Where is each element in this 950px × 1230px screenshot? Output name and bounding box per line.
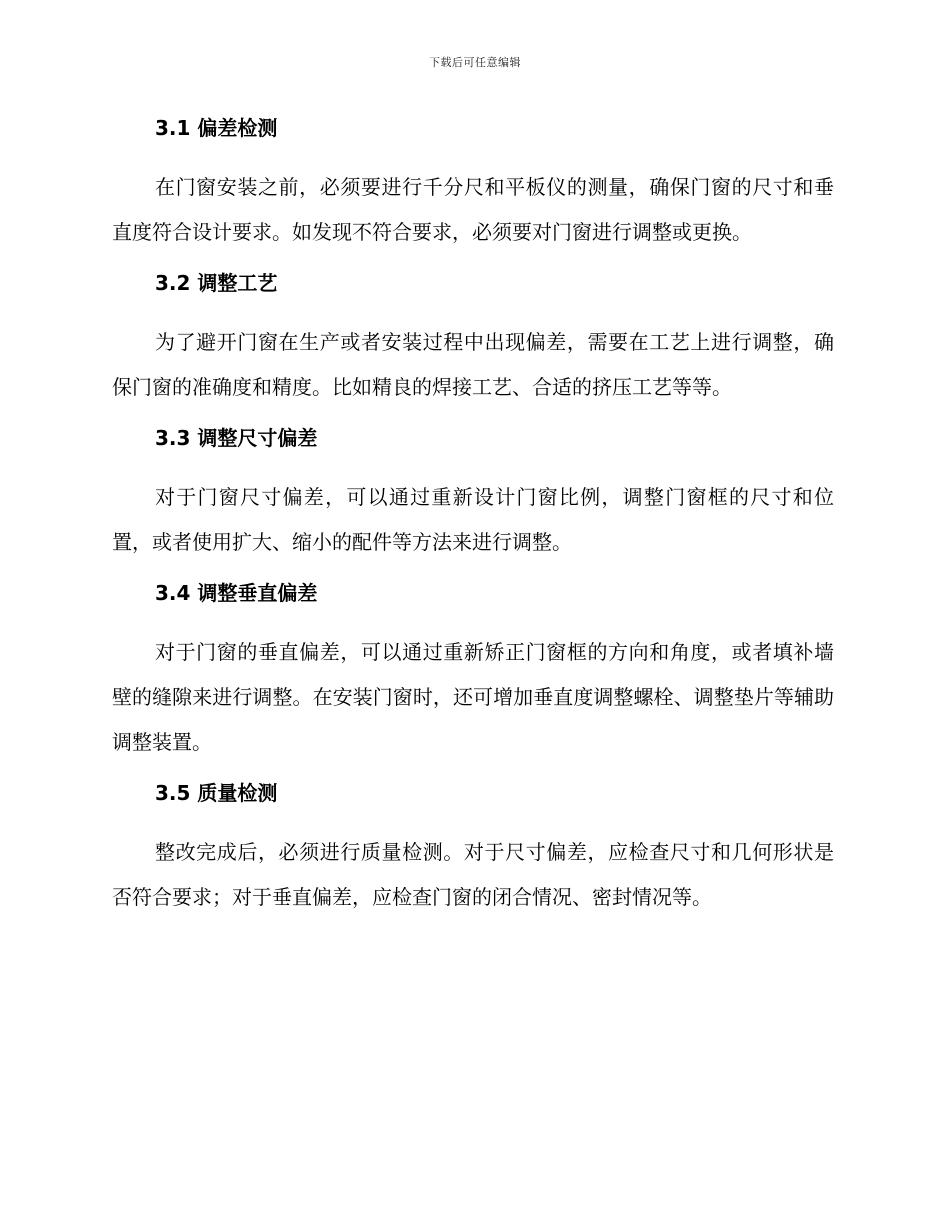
- section-heading: 3.1 偏差检测: [155, 116, 278, 140]
- section-paragraph: 对于门窗的垂直偏差，可以通过重新矫正门窗框的方向和角度，或者填补墙壁的缝隙来进行调整。在安装门窗时，还可增加垂直度调整螺栓、调整垫片等辅助调整装置。: [112, 640, 834, 754]
- section-heading: 3.3 调整尺寸偏差: [155, 426, 318, 450]
- section-paragraph: 在门窗安装之前，必须要进行千分尺和平板仪的测量，确保门窗的尺寸和垂直度符合设计要求。如发现不符合要求，必须要对门窗进行调整或更换。: [112, 175, 834, 244]
- section-3-1: [112, 110, 834, 255]
- document-body: [112, 110, 834, 920]
- section-3-4: [112, 575, 834, 765]
- page-header-note: 下载后可任意编辑: [429, 56, 521, 69]
- section-heading: 3.2 调整工艺: [155, 271, 278, 295]
- section-heading: 3.5 质量检测: [155, 781, 278, 805]
- section-3-5: [112, 775, 834, 920]
- section-paragraph: 对于门窗尺寸偏差，可以通过重新设计门窗比例，调整门窗框的尺寸和位置，或者使用扩大、缩小的配件等方法来进行调整。: [112, 485, 834, 554]
- section-3-2: [112, 265, 834, 410]
- section-heading: 3.4 调整垂直偏差: [155, 581, 318, 605]
- section-paragraph: 为了避开门窗在生产或者安装过程中出现偏差，需要在工艺上进行调整，确保门窗的准确度和精度。比如精良的焊接工艺、合适的挤压工艺等等。: [112, 330, 834, 399]
- section-3-3: [112, 420, 834, 565]
- section-paragraph: 整改完成后，必须进行质量检测。对于尺寸偏差，应检查尺寸和几何形状是否符合要求；对于垂直偏差，应检查门窗的闭合情况、密封情况等。: [112, 840, 834, 909]
